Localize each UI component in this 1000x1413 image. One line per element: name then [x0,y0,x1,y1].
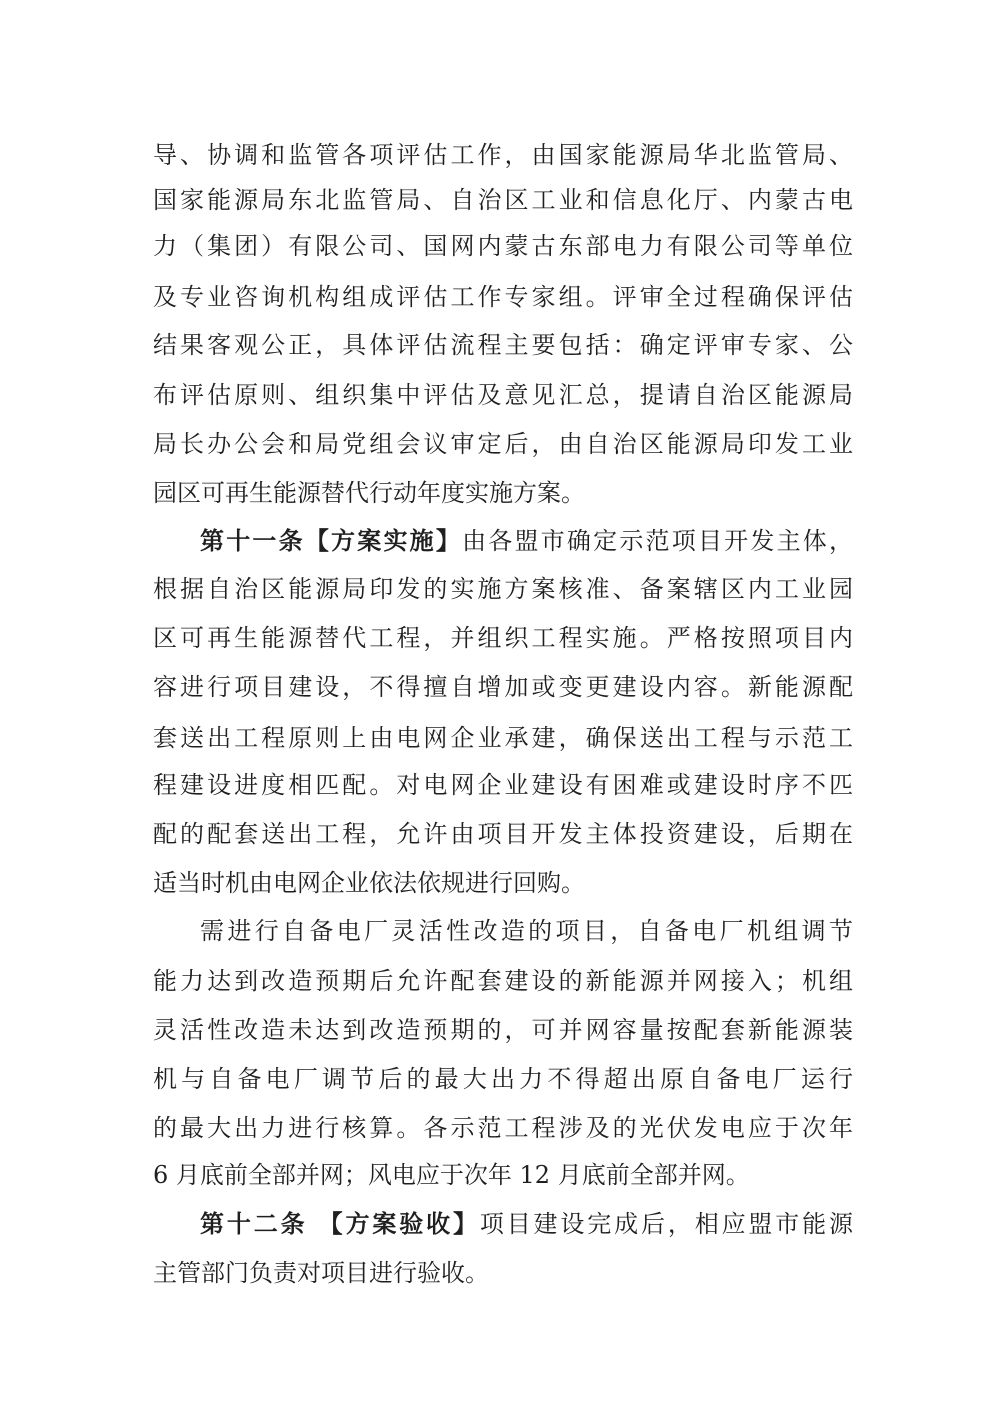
text-line: 配的配套送出工程，允许由项目开发主体投资建设，后期在 [153,820,853,848]
text-line: 灵活性改造未达到改造预期的，可并网容量按配套新能源装 [153,1016,853,1044]
text-line: 容进行项目建设，不得擅自增加或变更建设内容。新能源配 [153,673,853,701]
text-line: 区可再生能源替代工程，并组织工程实施。严格按照项目内 [153,624,853,652]
text-line: 机与自备电厂调节后的最大出力不得超出原自备电厂运行 [153,1065,853,1093]
article-12-heading: 第十二条 【方案验收】 [200,1209,480,1238]
article-12-first-line [200,1197,853,1251]
text-line: 布评估原则、组织集中评估及意见汇总，提请自治区能源局 [153,381,853,409]
text-line: 局长办公会和局党组会议审定后，由自治区能源局印发工业 [153,430,853,458]
article-12-text: 项目建设完成后，相应盟市能源 [479,1210,854,1238]
text-line: 套送出工程原则上由电网企业承建，确保送出工程与示范工 [153,724,853,752]
text-line: 6 月底前全部并网；风电应于次年 12 月底前全部并网。 [153,1161,750,1189]
text-line: 需进行自备电厂灵活性改造的项目，自备电厂机组调节 [200,917,853,945]
text-line: 能力达到改造预期后允许配套建设的新能源并网接入；机组 [153,967,853,995]
text-line: 的最大出力进行核算。各示范工程涉及的光伏发电应于次年 [153,1114,853,1142]
text-line: 导、协调和监管各项评估工作，由国家能源局华北监管局、 [153,141,853,169]
text-line: 力（集团）有限公司、国网内蒙古东部电力有限公司等单位 [153,232,853,260]
text-line: 国家能源局东北监管局、自治区工业和信息化厅、内蒙古电 [153,186,853,214]
text-line: 适当时机由电网企业依法依规进行回购。 [153,869,585,897]
text-line: 结果客观公正，具体评估流程主要包括：确定评审专家、公 [153,331,853,359]
text-line: 及专业咨询机构组成评估工作专家组。评审全过程确保评估 [153,283,853,311]
text-line: 园区可再生能源替代行动年度实施方案。 [153,479,585,507]
article-11-first-line [200,514,853,568]
article-11-text: 由各盟市确定示范项目开发主体， [462,527,854,555]
text-line: 程建设进度相匹配。对电网企业建设有困难或建设时序不匹 [153,771,853,799]
text-line: 根据自治区能源局印发的实施方案核准、备案辖区内工业园 [153,575,853,603]
article-11-heading: 第十一条【方案实施】 [200,526,463,555]
text-line: 主管部门负责对项目进行验收。 [153,1259,489,1287]
